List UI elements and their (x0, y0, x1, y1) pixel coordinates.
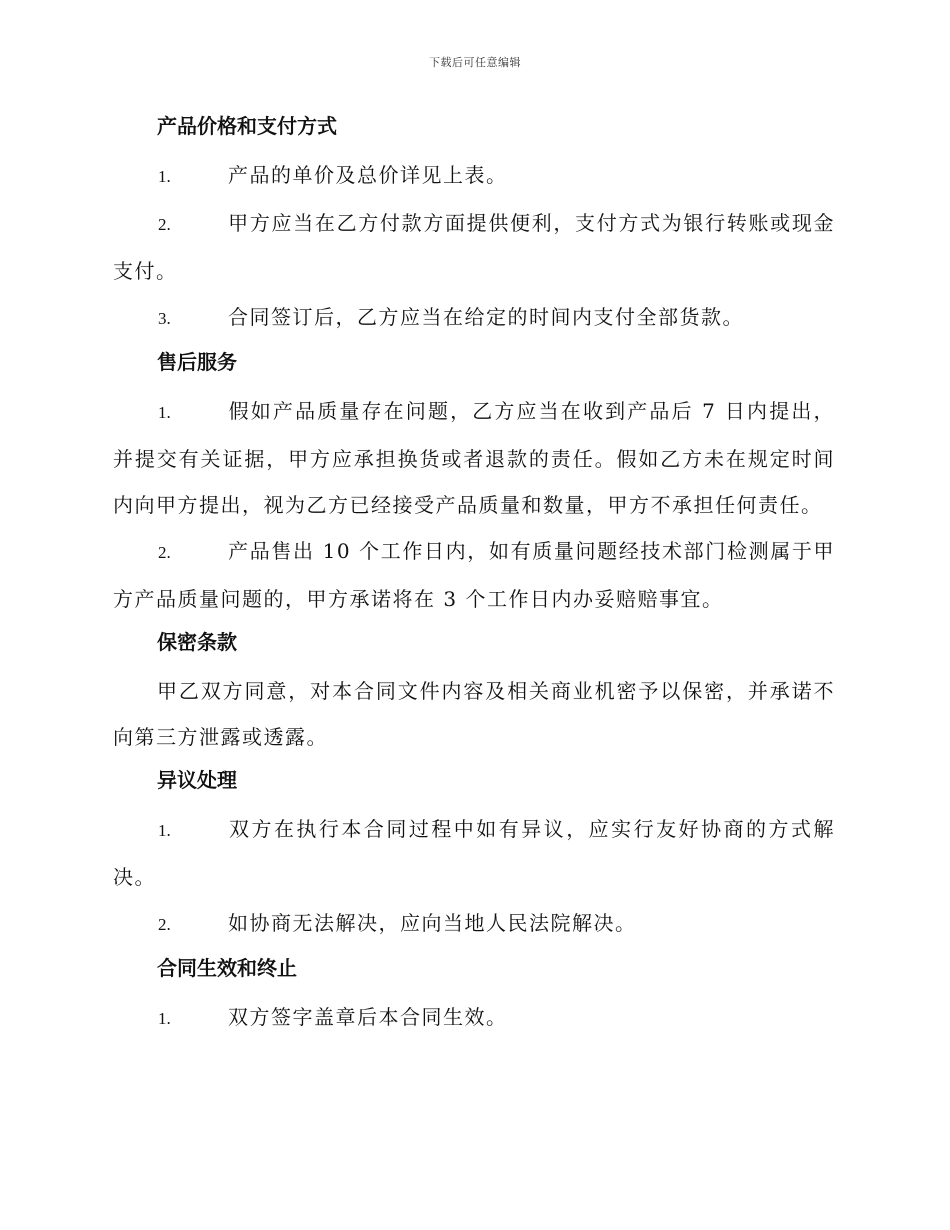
section-heading-dispute: 异议处理 (157, 768, 237, 792)
clause-number: 1. (158, 403, 171, 422)
clause-number: 1. (158, 167, 171, 186)
clause-text: 合同签订后，乙方应当在给定的时间内支付全部货款。 (228, 305, 744, 329)
section-heading-after-sales: 售后服务 (157, 350, 237, 374)
clause-number: 2. (158, 915, 171, 934)
section-heading-pricing: 产品价格和支付方式 (157, 114, 337, 138)
document-body (113, 110, 835, 1042)
clause-text: 产品的单价及总价详见上表。 (228, 163, 508, 187)
clause-number: 3. (158, 309, 171, 328)
clause-text: 假如产品质量存在问题，乙方应当在收到产品后 7 日内提出，并提交有关证据，甲方应承担换货或者退款的责任。假如乙方未在规定时间内向甲方提出，视为乙方已经接受产品质量和数量，甲方不承担任何责任。 (113, 399, 835, 517)
clause-item (113, 900, 835, 948)
clause-text: 如协商无法解决，应向当地人民法院解决。 (228, 911, 637, 935)
section-heading-confidentiality: 保密条款 (157, 630, 237, 654)
clause-text: 双方在执行本合同过程中如有异议，应实行友好协商的方式解决。 (113, 817, 835, 889)
clause-number: 2. (158, 543, 171, 562)
clause-text: 产品售出 10 个工作日内，如有质量问题经技术部门检测属于甲方产品质量问题的，甲方承诺将在 3 个工作日内办妥赔赔事宜。 (113, 539, 835, 611)
clause-item (113, 294, 835, 342)
clause-item (113, 806, 835, 900)
clause-number: 2. (158, 215, 171, 234)
section-heading-effect-termination: 合同生效和终止 (157, 956, 297, 980)
header-note: 下载后可任意编辑 (429, 56, 521, 69)
clause-text: 甲方应当在乙方付款方面提供便利，支付方式为银行转账或现金支付。 (113, 211, 835, 283)
clause-item (113, 388, 835, 528)
clause-item (113, 994, 835, 1042)
clause-item (113, 200, 835, 294)
clause-item (113, 152, 835, 200)
confidentiality-paragraph: 甲乙双方同意，对本合同文件内容及相关商业机密予以保密，并承诺不向第三方泄露或透露。 (113, 679, 835, 749)
clause-text: 双方签字盖章后本合同生效。 (228, 1005, 508, 1029)
clause-number: 1. (158, 821, 171, 840)
clause-item (113, 528, 835, 622)
clause-number: 1. (158, 1009, 171, 1028)
